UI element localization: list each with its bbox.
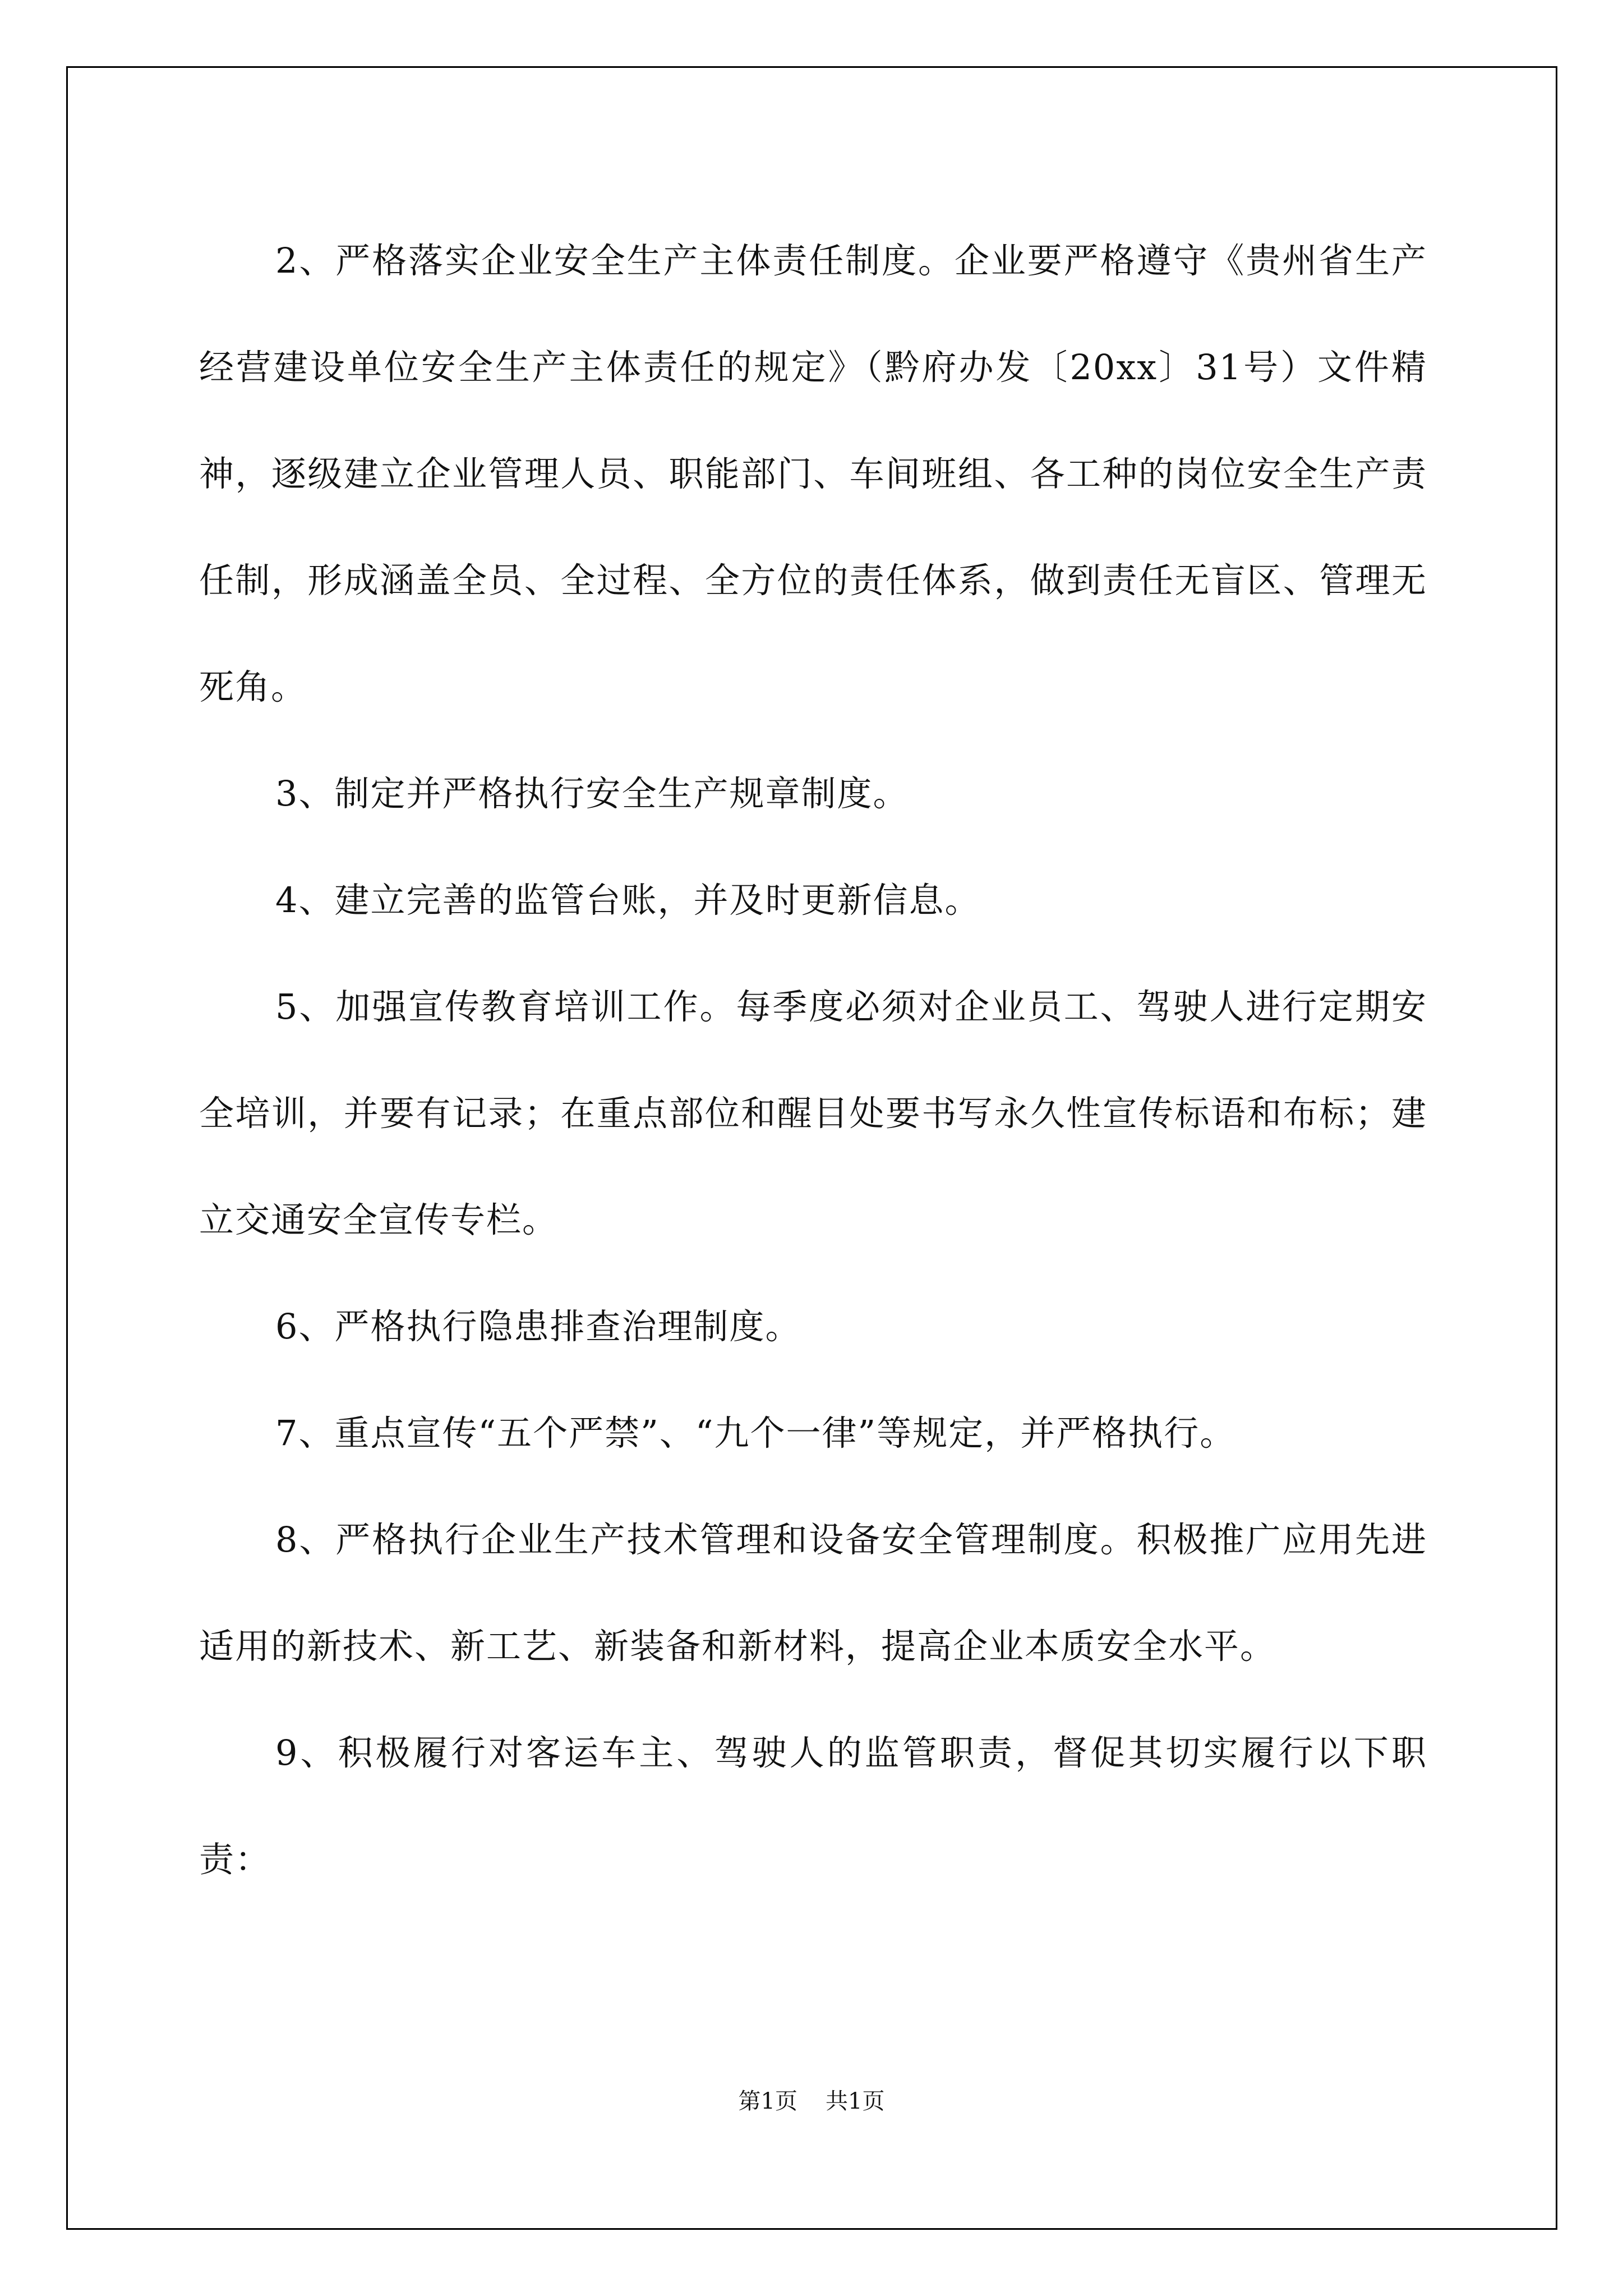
page-footer xyxy=(0,2083,1623,2115)
paragraph-2: 2、严格落实企业安全生产主体责任制度。企业要严格遵守《贵州省生产经营建设单位安全生产主体责任的规定》（黔府办发〔20xx〕31号）文件精神，逐级建立企业管理人员、职能部门、车间班组、各工种的岗位安全生产责任制，形成涵盖全员、全过程、全方位的责任体系，做到责任无盲区、管理无死角。 xyxy=(199,240,1427,707)
paragraph-8: 8、严格执行企业生产技术管理和设备安全管理制度。积极推广应用先进适用的新技术、新工艺、新装备和新材料，提高企业本质安全水平。 xyxy=(199,1519,1427,1667)
paragraph-9: 9、积极履行对客运车主、驾驶人的监管职责，督促其切实履行以下职责： xyxy=(199,1732,1427,1880)
paragraph-4: 4、建立完善的监管台账，并及时更新信息。 xyxy=(275,880,981,921)
paragraph-7: 7、重点宣传“五个严禁”、“九个一律”等规定，并严格执行。 xyxy=(275,1412,1236,1453)
page-number: 第1页 xyxy=(738,2088,797,2114)
paragraph-3: 3、制定并严格执行安全生产规章制度。 xyxy=(275,773,909,814)
page-total: 共1页 xyxy=(826,2088,885,2114)
paragraph-5: 5、加强宣传教育培训工作。每季度必须对企业员工、驾驶人进行定期安全培训，并要有记录；在重点部位和醒目处要书写永久性宣传标语和布标；建立交通安全宣传专栏。 xyxy=(199,986,1427,1240)
paragraph-6: 6、严格执行隐患排查治理制度。 xyxy=(275,1306,801,1347)
document-body xyxy=(199,208,1427,1913)
